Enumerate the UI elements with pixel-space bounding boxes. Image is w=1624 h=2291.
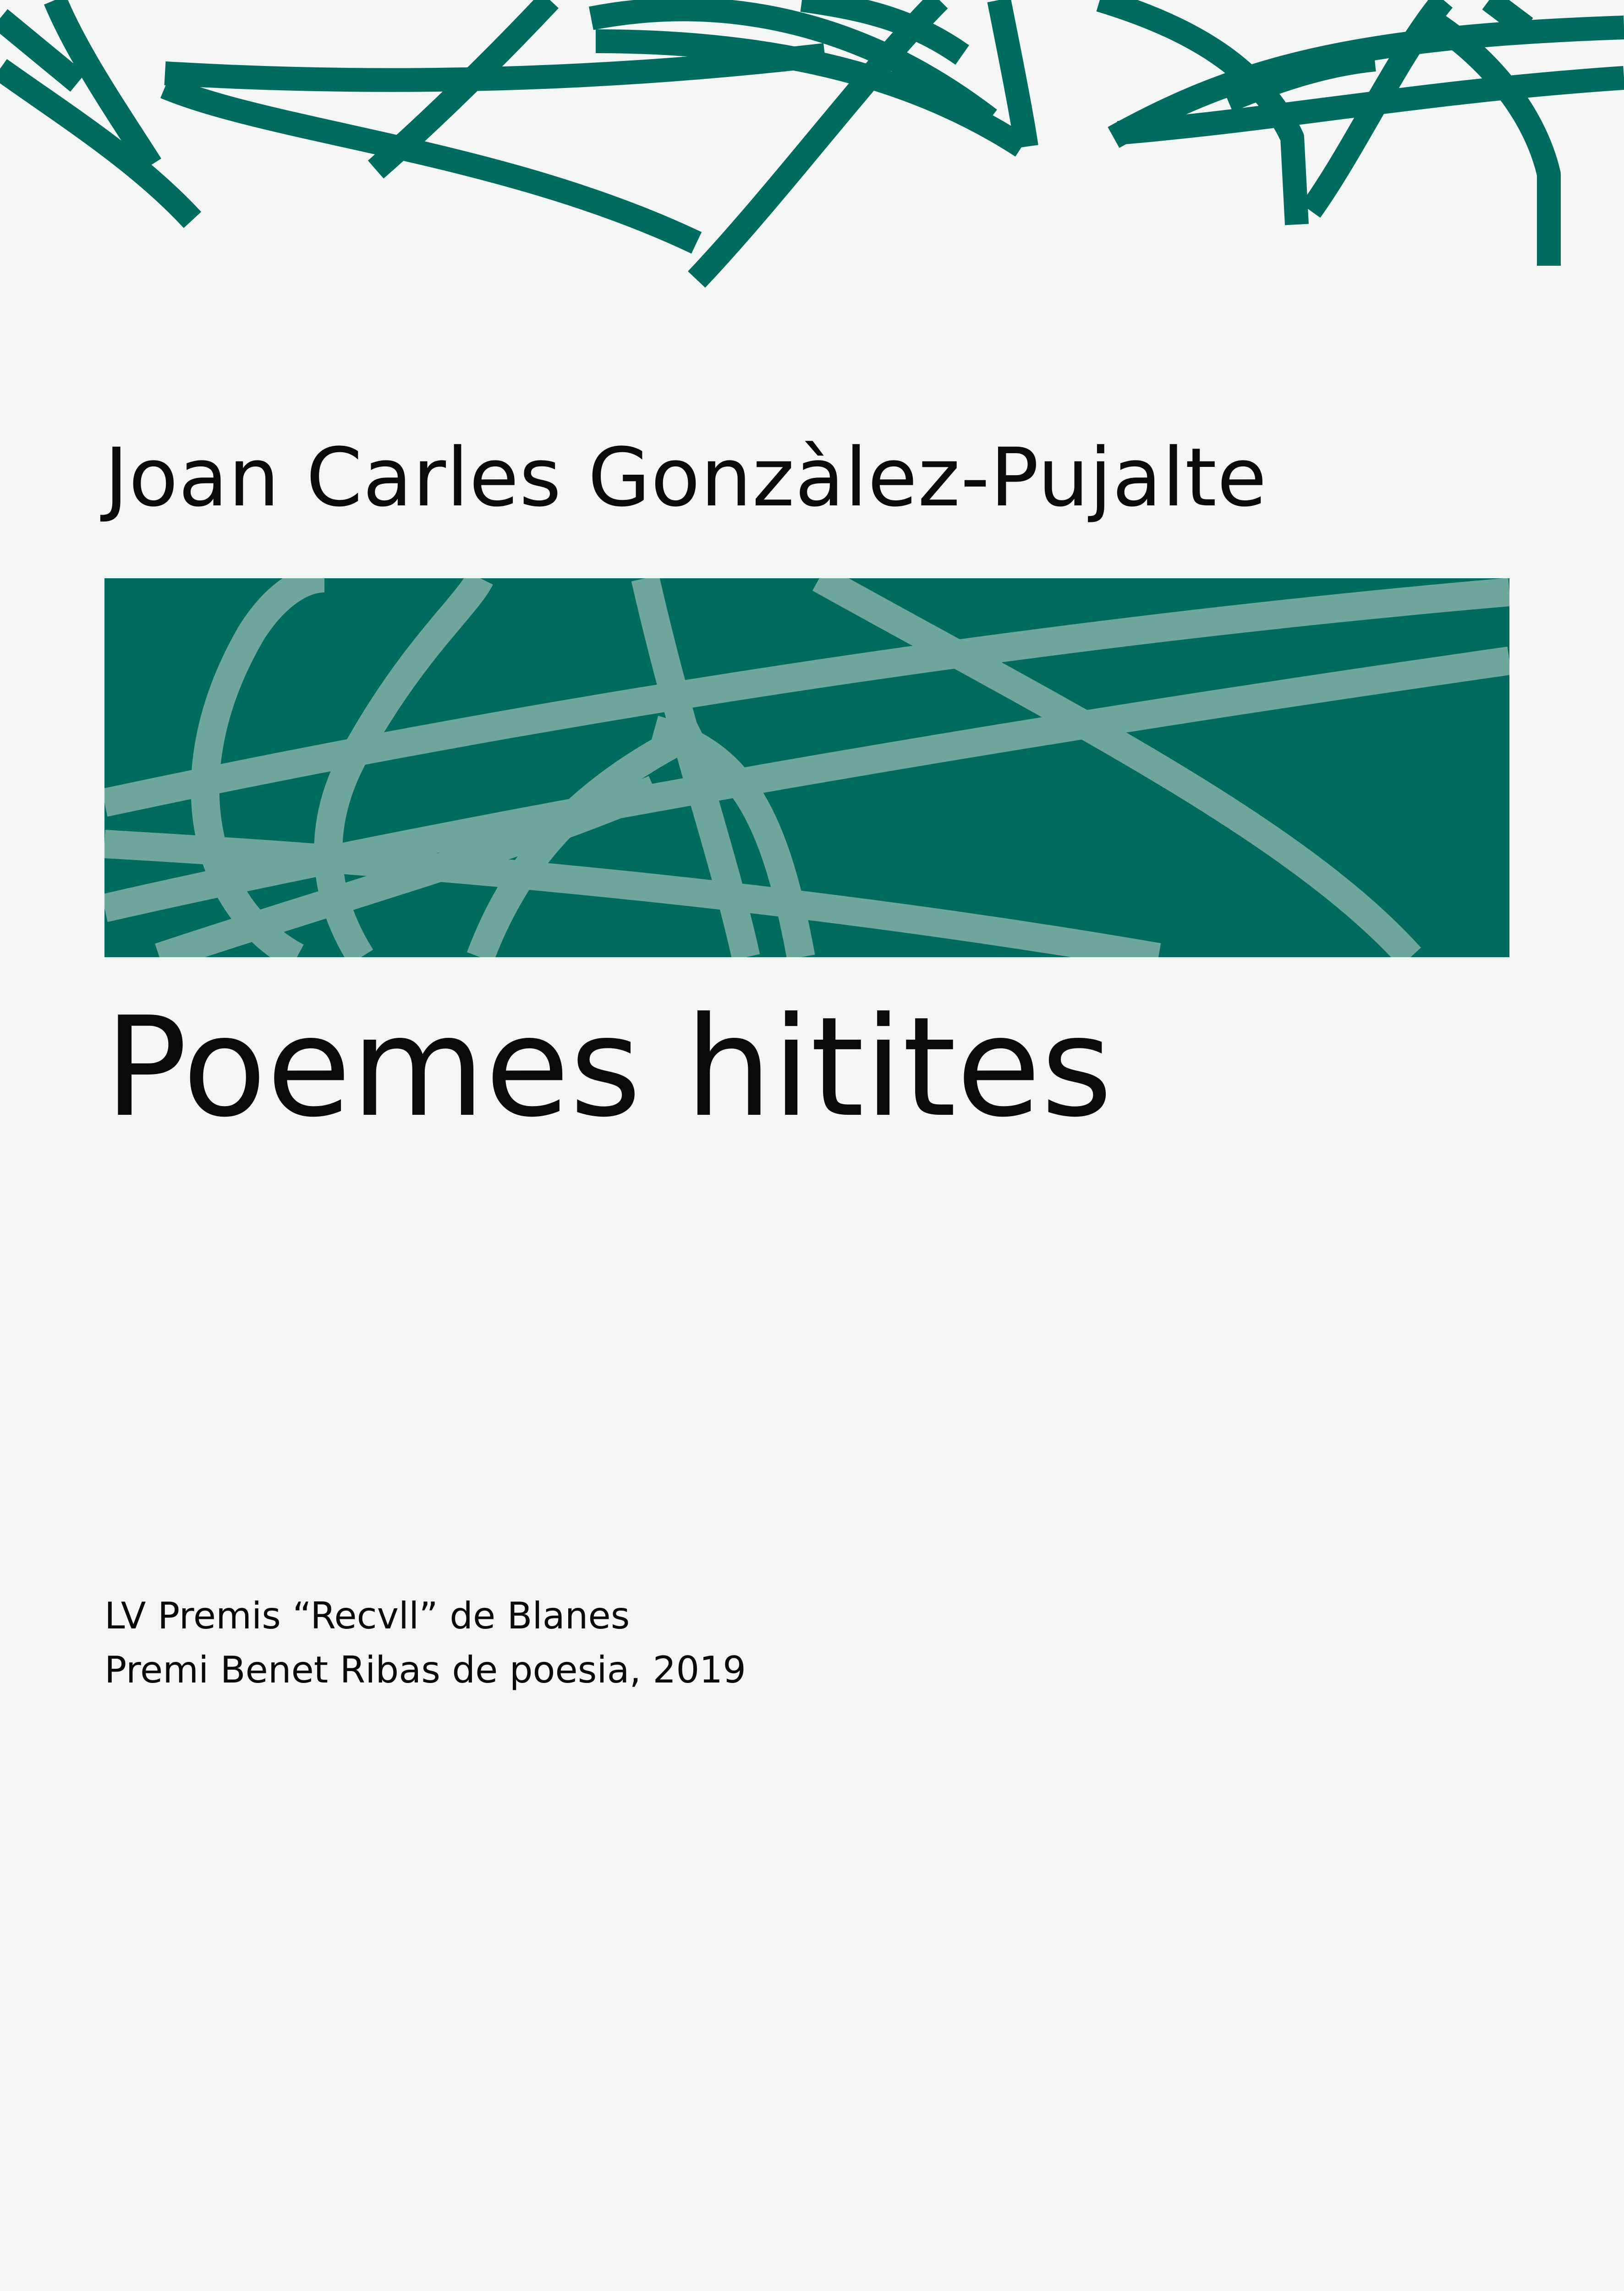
- prize-info: [104, 1589, 746, 1697]
- green-band: [104, 578, 1509, 957]
- prize-line-2: Premi Benet Ribas de poesia, 2019: [104, 1649, 746, 1691]
- book-title: Poemes hitites: [104, 987, 1113, 1147]
- top-scribble-icon: [0, 0, 1624, 293]
- author-name: Joan Carles Gonzàlez-Pujalte: [104, 431, 1267, 525]
- band-scribble-icon: [104, 578, 1509, 957]
- prize-line-1: LV Premis “Recvll” de Blanes: [104, 1595, 630, 1637]
